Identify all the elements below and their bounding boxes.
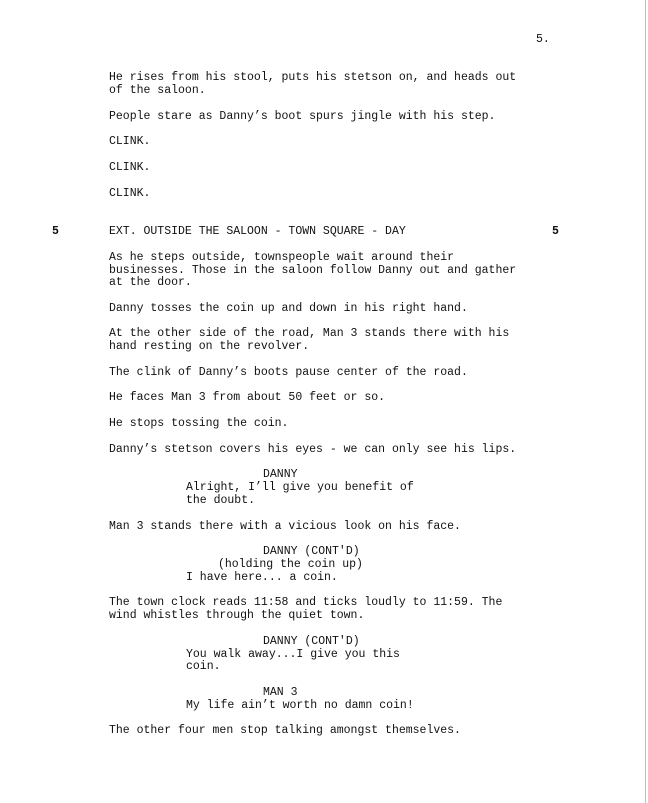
dialogue-line: coin. bbox=[186, 660, 221, 673]
character-name: DANNY (CONT'D) bbox=[263, 635, 360, 648]
page-number: 5. bbox=[536, 33, 550, 46]
dialogue-line: My life ain’t worth no damn coin! bbox=[186, 699, 414, 712]
character-name: DANNY (CONT'D) bbox=[263, 545, 360, 558]
action-line: The other four men stop talking amongst themselves. bbox=[109, 724, 461, 737]
action-line: of the saloon. bbox=[109, 84, 206, 97]
action-line: CLINK. bbox=[109, 135, 151, 148]
scene-number-left: 5 bbox=[52, 225, 59, 238]
action-line: CLINK. bbox=[109, 161, 151, 174]
dialogue-line: Alright, I’ll give you benefit of bbox=[186, 481, 414, 494]
dialogue-line: I have here... a coin. bbox=[186, 571, 338, 584]
action-line: As he steps outside, townspeople wait around their bbox=[109, 251, 455, 264]
action-line: He faces Man 3 from about 50 feet or so. bbox=[109, 391, 386, 404]
action-line: CLINK. bbox=[109, 187, 151, 200]
action-line: Man 3 stands there with a vicious look on his face. bbox=[109, 520, 461, 533]
dialogue-line: the doubt. bbox=[186, 494, 256, 507]
action-line: at the door. bbox=[109, 276, 192, 289]
character-name: DANNY bbox=[263, 468, 298, 481]
action-line: wind whistles through the quiet town. bbox=[109, 609, 365, 622]
character-name: MAN 3 bbox=[263, 686, 298, 699]
action-line: Danny tosses the coin up and down in his right hand. bbox=[109, 302, 468, 315]
action-line: businesses. Those in the saloon follow Danny out and gather bbox=[109, 264, 517, 277]
dialogue-line: You walk away...I give you this bbox=[186, 648, 400, 661]
action-line: At the other side of the road, Man 3 stands there with his bbox=[109, 327, 510, 340]
action-line: The clink of Danny’s boots pause center of the road. bbox=[109, 366, 468, 379]
scene-number-right: 5 bbox=[552, 225, 559, 238]
parenthetical: (holding the coin up) bbox=[218, 558, 363, 571]
action-line: He rises from his stool, puts his stetson on, and heads out bbox=[109, 71, 517, 84]
action-line: The town clock reads 11:58 and ticks loudly to 11:59. The bbox=[109, 596, 503, 609]
scene-heading: EXT. OUTSIDE THE SALOON - TOWN SQUARE - DAY bbox=[109, 225, 406, 238]
action-line: hand resting on the revolver. bbox=[109, 340, 310, 353]
action-line: He stops tossing the coin. bbox=[109, 417, 289, 430]
action-line: Danny’s stetson covers his eyes - we can only see his lips. bbox=[109, 443, 517, 456]
action-line: People stare as Danny’s boot spurs jingle with his step. bbox=[109, 110, 496, 123]
